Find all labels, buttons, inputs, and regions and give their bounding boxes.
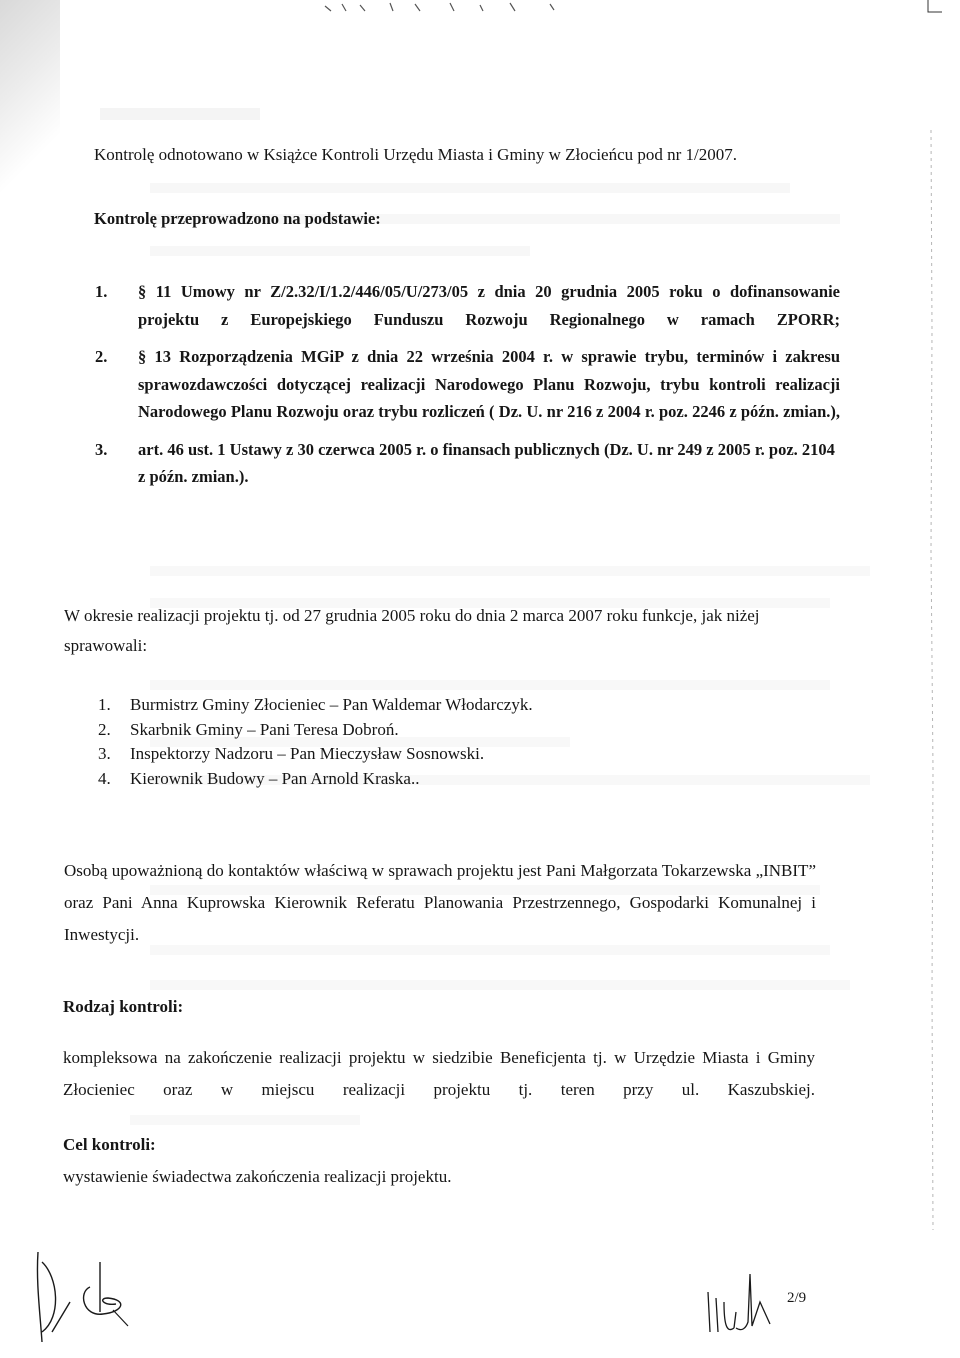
list-text: Kierownik Budowy – Pan Arnold Kraska..	[130, 768, 420, 788]
handwritten-initials-left	[28, 1232, 153, 1347]
basis-heading: Kontrolę przeprowadzono na podstawie:	[94, 209, 381, 228]
period-paragraph: W okresie realizacji projektu tj. od 27 grudnia 2005 roku do dnia 2 marca 2007 roku funkcje, jak niżej sprawowali:	[64, 606, 760, 655]
list-item	[98, 693, 798, 718]
list-item	[98, 718, 798, 743]
list-text: Burmistrz Gminy Złocieniec – Pan Waldemar Włodarczyk.	[130, 695, 533, 714]
list-number: 3.	[95, 439, 108, 459]
list-text: art. 46 ust. 1 Ustawy z 30 czerwca 2005 r. o finansach publicznych (Dz. U. nr 249 z 2005 r. poz. 2104 z późn. zmian.).	[138, 439, 835, 486]
officials-list	[98, 693, 798, 791]
list-text: Skarbnik Gminy – Pani Teresa Dobroń.	[130, 719, 399, 739]
list-item	[98, 767, 798, 792]
list-item	[95, 278, 840, 333]
list-item	[98, 742, 798, 767]
top-edge-marks	[320, 0, 570, 14]
page-edge-line	[928, 130, 936, 1230]
handwritten-signature-right	[700, 1262, 780, 1342]
control-goal-heading: Cel kontroli:	[63, 1135, 156, 1154]
list-text: § 11 Umowy nr Z/2.32/I/1.2/446/05/U/273/05 z dnia 20 grudnia 2005 roku o dofinansowanie projektu z Europejskiego Funduszu Rozwoju Regionalnego w ramach ZPORR;	[138, 282, 840, 329]
control-type-heading: Rodzaj kontroli:	[63, 997, 184, 1016]
list-number: 1.	[95, 282, 108, 301]
list-text: Inspektorzy Nadzoru – Pan Mieczysław Sosnowski.	[130, 744, 485, 763]
list-number: 4.	[98, 768, 111, 788]
page-number: 2/9	[787, 1290, 807, 1306]
list-number: 2.	[98, 719, 111, 739]
list-number: 2.	[95, 347, 108, 366]
contact-paragraph: Osobą upoważnioną do kontaktów właściwą w sprawach projektu jest Pani Małgorzata Tokarzewska „INBIT” oraz Pani Anna Kuprowska Kierownik Referatu Planowania Przestrzennego, Gospodarki Komunalnej i Inwestycji.	[64, 861, 816, 944]
list-item	[95, 343, 840, 426]
list-number: 1.	[98, 695, 111, 714]
list-item	[95, 436, 840, 491]
list-text: § 13 Rozporządzenia MGiP z dnia 22 września 2004 r. w sprawie trybu, terminów i zakresu sprawozdawczości dotyczącej realizacji Narodowego Planu Rozwoju, trybu kontroli realizacji Narodowego Planu Rozwoju oraz trybu rozliczeń ( Dz. U. nr 216 z 2004 r. poz. 2246 z późn. zmian.),	[138, 347, 840, 421]
legal-basis-list	[95, 278, 840, 491]
control-record-note: Kontrolę odnotowano w Książce Kontroli Urzędu Miasta i Gminy w Złocieńcu pod nr 1/2007.	[94, 145, 738, 164]
control-type-text: kompleksowa na zakończenie realizacji projektu w siedzibie Beneficjenta tj. w Urzędzie Miasta i Gminy Złocieniec oraz w miejscu realizacji projektu tj. teren przy ul. Kaszubskiej.	[63, 1048, 815, 1099]
scan-shadow	[0, 0, 60, 200]
corner-mark	[920, 0, 960, 14]
list-number: 3.	[98, 744, 111, 763]
control-goal-text: wystawienie świadectwa zakończenia realizacji projektu.	[63, 1167, 452, 1186]
